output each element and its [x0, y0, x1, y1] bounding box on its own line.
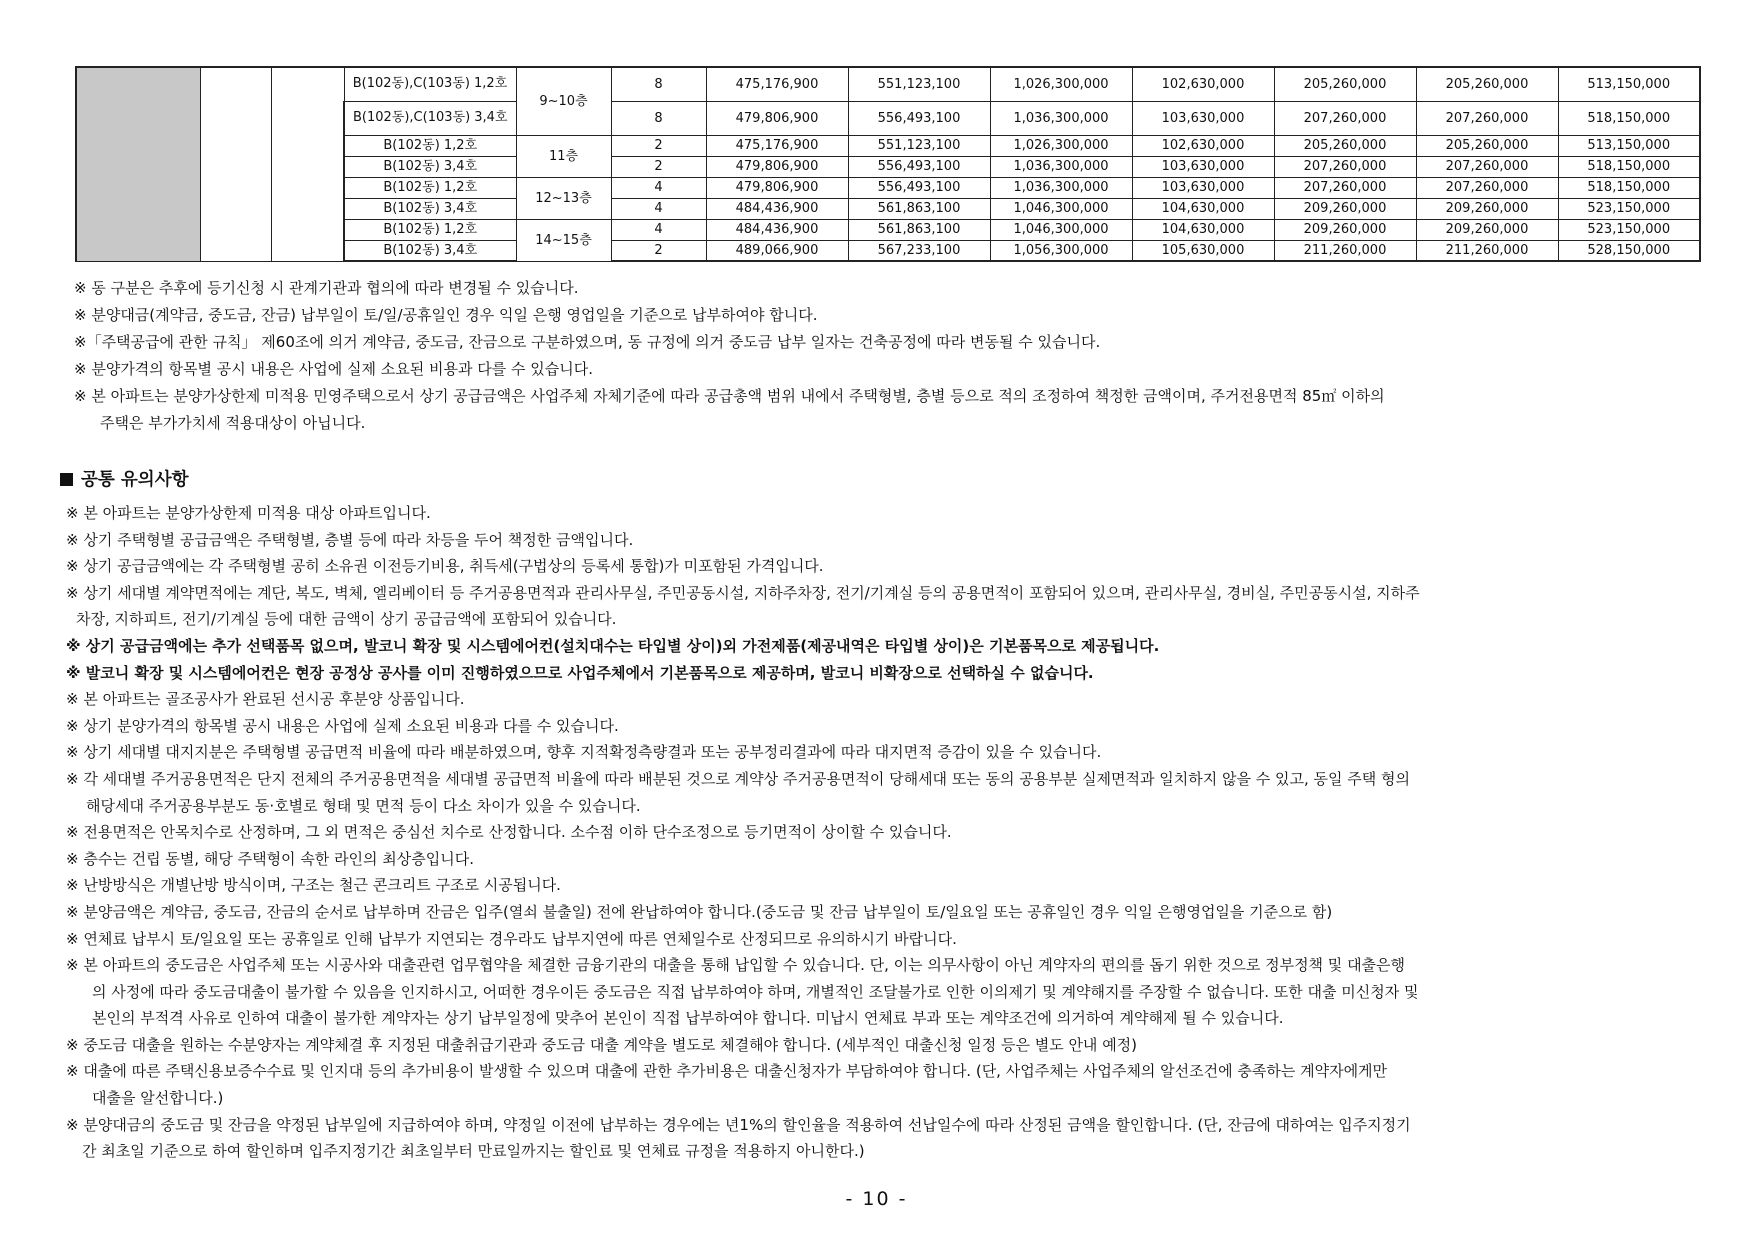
value-cell: 205,260,000 [1274, 67, 1416, 101]
note-line: ※ 난방방식은 개별난방 방식이며, 구조는 철근 콘크리트 구조로 시공됩니다. [66, 876, 561, 895]
unit-cell: B(102동) 3,4호 [344, 240, 516, 261]
value-cell: 211,260,000 [1416, 240, 1558, 261]
unit-cell: B(102동) 1,2호 [344, 219, 516, 240]
note-line-continued: 대출을 알선합니다.) [92, 1089, 224, 1108]
page-number: - 10 - [845, 1188, 908, 1210]
value-cell: 551,123,100 [848, 67, 990, 101]
unit-cell: B(102동) 3,4호 [344, 198, 516, 219]
value-cell: 1,026,300,000 [990, 67, 1132, 101]
value-cell: 209,260,000 [1274, 198, 1416, 219]
value-cell: 103,630,000 [1132, 101, 1274, 135]
merged-type-cell [76, 67, 200, 261]
value-cell: 475,176,900 [706, 67, 848, 101]
unit-cell: B(102동),C(103동) 1,2호 [344, 67, 516, 101]
value-cell: 104,630,000 [1132, 198, 1274, 219]
note-line: ※ 본 아파트는 분양가상한제 미적용 대상 아파트입니다. [66, 504, 431, 522]
value-cell: 479,806,900 [706, 101, 848, 135]
note-line-bold: ※ 상기 공급금액에는 추가 선택품목 없으며, 발코니 확장 및 시스템에어컨(설치대수는 타입별 상이)외 가전제품(제공내역은 타입별 상이)은 기본품목으로 제공됩니다. [66, 636, 1160, 655]
value-cell: 105,630,000 [1132, 240, 1274, 261]
value-cell: 1,036,300,000 [990, 156, 1132, 177]
note-line: ※ 상기 주택형별 공급금액은 주택형별, 층별 등에 따라 차등을 두어 책정한 금액입니다. [66, 530, 634, 549]
note-line-continued: 해당세대 주거공용부분도 동·호별로 형태 및 면적 등이 다소 차이가 있을 수 있습니다. [86, 796, 641, 815]
value-cell: 205,260,000 [1416, 67, 1558, 101]
merged-cell [200, 67, 271, 261]
floor-cell: 11층 [516, 135, 611, 177]
square-bullet-icon [60, 473, 73, 486]
value-cell: 523,150,000 [1558, 198, 1700, 219]
note-line-continued: 의 사정에 따라 중도금대출이 불가할 수 있음을 인지하시고, 어떠한 경우이든 중도금은 직접 납부하여야 하며, 개별적인 조달불가로 인한 이의제기 및 계약해지를 주장할 수 없습니다. 또한 대출 미신청자 및 [92, 982, 1419, 1001]
value-cell: 518,150,000 [1558, 177, 1700, 198]
unit-cell: B(102동) 1,2호 [344, 135, 516, 156]
table-row [76, 67, 1700, 101]
note-line: ※ 분양가격의 항목별 공시 내용은 사업에 실제 소요된 비용과 다를 수 있습니다. [74, 360, 593, 378]
note-line: ※ 본 아파트의 중도금은 사업주체 또는 시공사와 대출관련 업무협약을 체결한 금융기관의 대출을 통해 납입할 수 있습니다. 단, 이는 의무사항이 아닌 계약자의 편의를 돕기 위한 것으로 정부정책 및 대출은행 [66, 956, 1406, 975]
note-line-continued: 주택은 부가가치세 적용대상이 아닙니다. [100, 414, 366, 432]
value-cell: 484,436,900 [706, 219, 848, 240]
value-cell: 209,260,000 [1274, 219, 1416, 240]
count-cell: 4 [611, 219, 706, 240]
value-cell: 104,630,000 [1132, 219, 1274, 240]
value-cell: 209,260,000 [1416, 198, 1558, 219]
count-cell: 8 [611, 67, 706, 101]
value-cell: 489,066,900 [706, 240, 848, 261]
common-notes [66, 500, 1706, 1165]
value-cell: 561,863,100 [848, 219, 990, 240]
note-line: ※ 동 구분은 추후에 등기신청 시 관계기관과 협의에 따라 변경될 수 있습니다. [74, 279, 579, 297]
count-cell: 2 [611, 135, 706, 156]
value-cell: 528,150,000 [1558, 240, 1700, 261]
value-cell: 561,863,100 [848, 198, 990, 219]
note-line: ※ 전용면적은 안목치수로 산정하며, 그 외 면적은 중심선 치수로 산정합니다. 소수점 이하 단수조정으로 등기면적이 상이할 수 있습니다. [66, 823, 952, 842]
value-cell: 207,260,000 [1274, 177, 1416, 198]
note-line: ※ 분양금액은 계약금, 중도금, 잔금의 순서로 납부하며 잔금은 입주(열쇠 불출일) 전에 완납하여야 합니다.(중도금 및 잔금 납부일이 토/일요일 또는 공휴일인 경우 익일 은행영업일을 기준으로 함) [66, 902, 1333, 921]
value-cell: 484,436,900 [706, 198, 848, 219]
count-cell: 8 [611, 101, 706, 135]
value-cell: 102,630,000 [1132, 135, 1274, 156]
price-table [75, 66, 1701, 262]
note-line: ※ 상기 공급금액에는 각 주택형별 공히 소유권 이전등기비용, 취득세(구법상의 등록세 통합)가 미포함된 가격입니다. [66, 557, 824, 576]
note-line-continued: 간 최초일 기준으로 하여 할인하며 입주지정기간 최초일부터 만료일까지는 할인료 및 연체료 규정을 적용하지 아니한다.) [82, 1142, 865, 1161]
note-line: ※ 상기 세대별 계약면적에는 계단, 복도, 벽체, 엘리베이터 등 주거공용면적과 관리사무실, 주민공동시설, 지하주차장, 전기/기계실 등의 공용면적이 포함되어 있으며, 관리사무실, 경비실, 주민공동시설, 지하주 [66, 583, 1420, 602]
note-line: ※ 층수는 건립 동별, 해당 주택형이 속한 라인의 최상층입니다. [66, 849, 475, 868]
value-cell: 102,630,000 [1132, 67, 1274, 101]
value-cell: 205,260,000 [1416, 135, 1558, 156]
value-cell: 556,493,100 [848, 156, 990, 177]
count-cell: 2 [611, 240, 706, 261]
note-line: ※ 본 아파트는 분양가상한제 미적용 민영주택으로서 상기 공급금액은 사업주체 자체기준에 따라 공급총액 범위 내에서 주택형별, 층별 등으로 적의 조정하여 책정한 금액이며, 주거전용면적 85㎡ 이하의 [74, 387, 1385, 405]
value-cell: 103,630,000 [1132, 156, 1274, 177]
note-line: ※ 상기 분양가격의 항목별 공시 내용은 사업에 실제 소요된 비용과 다를 수 있습니다. [66, 716, 619, 735]
value-cell: 513,150,000 [1558, 67, 1700, 101]
floor-cell: 14~15층 [516, 219, 611, 261]
value-cell: 479,806,900 [706, 177, 848, 198]
section-title: 공통 유의사항 [81, 470, 189, 490]
value-cell: 207,260,000 [1274, 156, 1416, 177]
note-line: ※ 대출에 따른 주택신용보증수수료 및 인지대 등의 추가비용이 발생할 수 있으며 대출에 관한 추가비용은 대출신청자가 부담하여야 합니다. (단, 사업주체는 사업주체의 알선조건에 충족하는 계약자에게만 [66, 1062, 1388, 1081]
value-cell: 211,260,000 [1274, 240, 1416, 261]
note-line: ※ 분양대금의 중도금 및 잔금을 약정된 납부일에 지급하여야 하며, 약정일 이전에 납부하는 경우에는 년1%의 할인율을 적용하여 선납일수에 따라 산정된 금액을 할인합니다. (단, 잔금에 대하여는 입주지정기 [66, 1115, 1411, 1134]
value-cell: 551,123,100 [848, 135, 990, 156]
value-cell: 207,260,000 [1274, 101, 1416, 135]
value-cell: 1,046,300,000 [990, 219, 1132, 240]
note-line: ※ 연체료 납부시 토/일요일 또는 공휴일로 인해 납부가 지연되는 경우라도 납부지연에 따른 연체일수로 산정되므로 유의하시기 바랍니다. [66, 929, 957, 948]
merged-cell [271, 67, 344, 261]
table-notes [74, 275, 1714, 437]
value-cell: 205,260,000 [1274, 135, 1416, 156]
floor-cell: 9~10층 [516, 67, 611, 135]
count-cell: 4 [611, 177, 706, 198]
section-heading [60, 466, 189, 491]
value-cell: 207,260,000 [1416, 156, 1558, 177]
note-line: ※ 분양대금(계약금, 중도금, 잔금) 납부일이 토/일/공휴일인 경우 익일 은행 영업일을 기준으로 납부하여야 합니다. [74, 306, 818, 324]
value-cell: 556,493,100 [848, 101, 990, 135]
value-cell: 1,026,300,000 [990, 135, 1132, 156]
note-line: ※ 상기 세대별 대지지분은 주택형별 공급면적 비율에 따라 배분하였으며, 향후 지적확정측량결과 또는 공부정리결과에 따라 대지면적 증감이 있을 수 있습니다. [66, 743, 1102, 762]
value-cell: 1,056,300,000 [990, 240, 1132, 261]
unit-cell: B(102동) 3,4호 [344, 156, 516, 177]
value-cell: 207,260,000 [1416, 101, 1558, 135]
value-cell: 475,176,900 [706, 135, 848, 156]
value-cell: 479,806,900 [706, 156, 848, 177]
value-cell: 567,233,100 [848, 240, 990, 261]
note-line: ※「주택공급에 관한 규칙」 제60조에 의거 계약금, 중도금, 잔금으로 구분하였으며, 동 규정에 의거 중도금 납부 일자는 건축공정에 따라 변동될 수 있습니다. [74, 333, 1101, 351]
value-cell: 1,036,300,000 [990, 177, 1132, 198]
unit-cell: B(102동) 1,2호 [344, 177, 516, 198]
value-cell: 523,150,000 [1558, 219, 1700, 240]
unit-cell: B(102동),C(103동) 3,4호 [344, 101, 516, 135]
value-cell: 513,150,000 [1558, 135, 1700, 156]
note-line: ※ 본 아파트는 골조공사가 완료된 선시공 후분양 상품입니다. [66, 690, 465, 709]
note-line-continued: 차장, 지하피트, 전기/기계실 등에 대한 금액이 상기 공급금액에 포함되어 있습니다. [76, 610, 617, 629]
value-cell: 518,150,000 [1558, 156, 1700, 177]
note-line: ※ 각 세대별 주거공용면적은 단지 전체의 주거공용면적을 세대별 공급면적 비율에 따라 배분된 것으로 계약상 주거공용면적이 당해세대 또는 동의 공용부분 실제면적과 일치하지 않을 수 있고, 동일 주택 형의 [66, 769, 1410, 788]
note-line: ※ 중도금 대출을 원하는 수분양자는 계약체결 후 지정된 대출취급기관과 중도금 대출 계약을 별도로 체결해야 합니다. (세부적인 대출신청 일정 등은 별도 안내 예정) [66, 1035, 1138, 1054]
value-cell: 518,150,000 [1558, 101, 1700, 135]
value-cell: 556,493,100 [848, 177, 990, 198]
floor-cell: 12~13층 [516, 177, 611, 219]
note-line-bold: ※ 발코니 확장 및 시스템에어컨은 현장 공정상 공사를 이미 진행하였으므로 사업주체에서 기본품목으로 제공하며, 발코니 비확장으로 선택하실 수 없습니다. [66, 663, 1094, 682]
count-cell: 2 [611, 156, 706, 177]
value-cell: 1,046,300,000 [990, 198, 1132, 219]
value-cell: 209,260,000 [1416, 219, 1558, 240]
value-cell: 207,260,000 [1416, 177, 1558, 198]
count-cell: 4 [611, 198, 706, 219]
note-line-continued: 본인의 부적격 사유로 인하여 대출이 불가한 계약자는 상기 납부일정에 맞추어 본인이 직접 납부하여야 합니다. 미납시 연체료 부과 또는 계약조건에 의거하여 계약해제 될 수 있습니다. [92, 1009, 1284, 1028]
value-cell: 103,630,000 [1132, 177, 1274, 198]
value-cell: 1,036,300,000 [990, 101, 1132, 135]
